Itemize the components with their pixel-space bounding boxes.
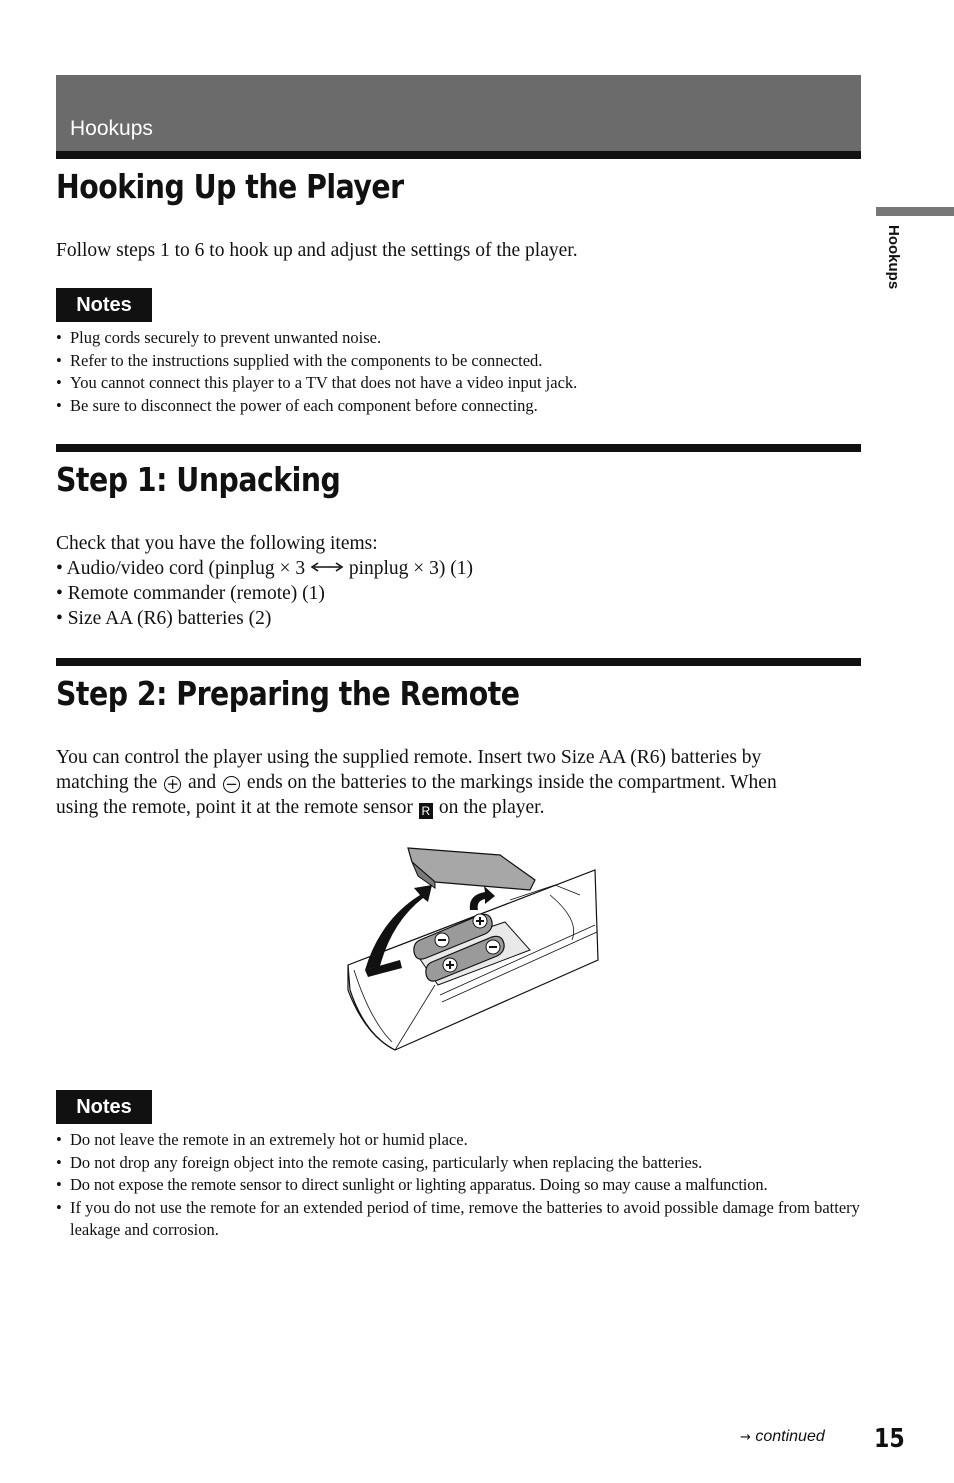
notes-label: Notes bbox=[56, 1090, 152, 1124]
arrow-right-icon: → bbox=[740, 1430, 751, 1445]
page-title: Hooking Up the Player bbox=[56, 167, 404, 206]
list-item: • Do not leave the remote in an extremely hot or humid place. bbox=[56, 1130, 468, 1149]
list-item: • Do not expose the remote sensor to direct sunlight or lighting apparatus. Doing so may cause a malfunction. bbox=[56, 1175, 768, 1194]
list-item: • You cannot connect this player to a TV that does not have a video input jack. bbox=[56, 373, 578, 392]
remote-sensor-icon: R bbox=[419, 803, 433, 819]
step2-heading: Step 2: Preparing the Remote bbox=[56, 674, 520, 713]
side-tab-label: Hookups bbox=[885, 225, 902, 290]
section-rule bbox=[56, 151, 861, 159]
list-item: • Refer to the instructions supplied with the components to be connected. bbox=[56, 350, 543, 370]
double-arrow-icon bbox=[310, 561, 344, 573]
items-list bbox=[56, 556, 473, 631]
step1-lead: Check that you have the following items: bbox=[56, 533, 378, 554]
plus-icon: + bbox=[164, 776, 181, 793]
remote-battery-illustration bbox=[340, 840, 600, 1055]
list-item: • Do not drop any foreign object into the remote casing, particularly when replacing the batteries. bbox=[56, 1152, 703, 1172]
intro-text: Follow steps 1 to 6 to hook up and adjust the settings of the player. bbox=[56, 240, 578, 261]
list-item: • If you do not use the remote for an extended period of time, remove the batteries to avoid possible damage from battery leakage and corrosion. bbox=[56, 1197, 860, 1239]
step2-body: You can control the player using the supplied remote. Insert two Size AA (R6) batteries by matching the + and − ends on the batteries to the markings inside the compartment. When using the remote, point it at the remote sensor R on the player. bbox=[56, 747, 777, 818]
continued-note: → continued bbox=[740, 1428, 825, 1445]
step2-rule bbox=[56, 658, 861, 666]
notes-label: Notes bbox=[56, 288, 152, 322]
side-tab-bar bbox=[876, 207, 954, 216]
section-label: Hookups bbox=[70, 117, 153, 140]
notes-list bbox=[56, 1129, 862, 1242]
list-item: • Be sure to disconnect the power of each component before connecting. bbox=[56, 395, 538, 415]
section-header-band bbox=[56, 75, 861, 151]
step1-rule bbox=[56, 444, 861, 452]
step1-body bbox=[56, 531, 473, 631]
arrow-curved-icon bbox=[470, 886, 495, 910]
list-item: • Plug cords securely to prevent unwanted noise. bbox=[56, 328, 382, 347]
list-item: • Remote commander (remote) (1) bbox=[56, 583, 325, 604]
step1-heading: Step 1: Unpacking bbox=[56, 460, 341, 499]
minus-icon: − bbox=[223, 776, 240, 793]
page-number: 15 bbox=[874, 1424, 905, 1454]
list-item: • Audio/video cord (pinplug × 3 pinplug × 3) (1) bbox=[56, 558, 474, 579]
notes-list bbox=[56, 327, 862, 417]
list-item: • Size AA (R6) batteries (2) bbox=[56, 608, 272, 629]
